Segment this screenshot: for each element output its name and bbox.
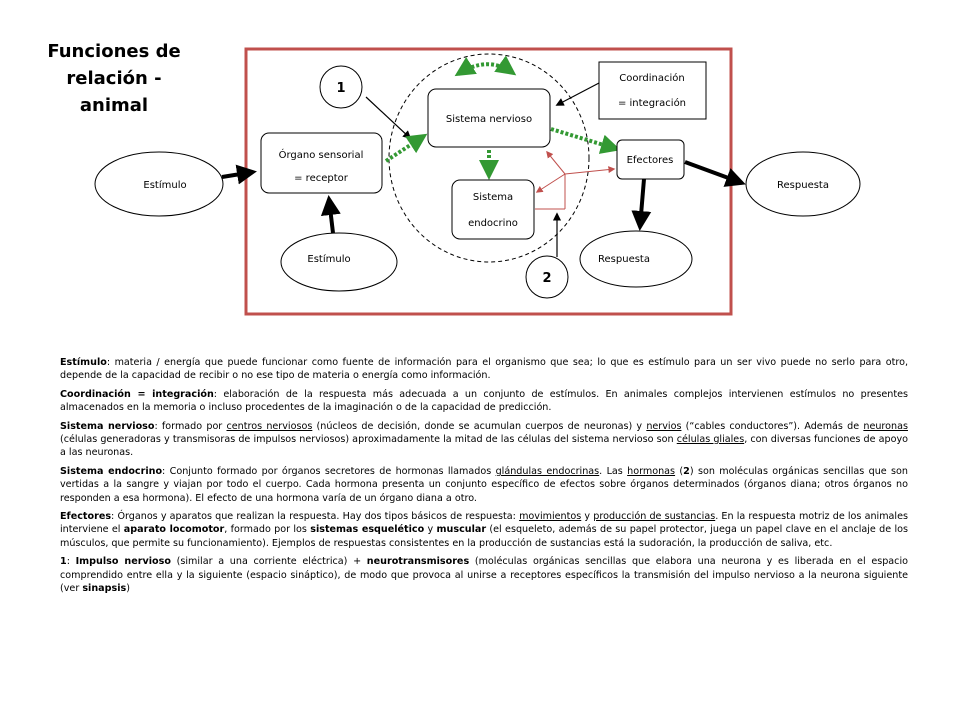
marker-1-arrow — [366, 97, 410, 138]
organo-sensorial-line-1: Órgano sensorial — [278, 150, 364, 161]
respuesta-ext-label: Respuesta — [777, 180, 829, 191]
organo-sensorial-line-2: = receptor — [294, 173, 348, 184]
sistema-endocrino-box — [452, 180, 534, 239]
marker-2-label: 2 — [542, 271, 552, 286]
stimulus-int-arrow — [329, 199, 333, 233]
paragraph-sistema-nervioso: Sistema nervioso: formado por centros nerviosos (núcleos de decisión, donde se acumulan cuerpos de neuronas) y nervios (“cables conductores”). Además de neuronas (células generadoras y transmisoras de impulsos nerviosos) aproximadamente la mitad de las células del sistema nervioso son células gliales, con diversas funciones de apoyo a las neuronas. — [60, 420, 908, 459]
paragraph-estimulo: Estímulo: materia / energía que puede funcionar como fuente de información para el organismo que sea; lo que es estímulo para un ser vivo puede no serlo para otro, depende de la capacidad de recibir o no ese tipo de materia o energía como información. — [60, 357, 908, 382]
coordinacion-arrow — [557, 83, 599, 105]
sistema-nervioso-label: Sistema nervioso — [445, 114, 533, 125]
red-hormone-arrows — [535, 152, 614, 209]
organo-sensorial-box — [261, 133, 382, 193]
definitions-text — [60, 356, 908, 601]
marker-1-label: 1 — [336, 81, 346, 96]
paragraph-coordinacion: Coordinación = integración: elaboración de la respuesta más adecuada a un conjunto de estímulos. En animales complejos intervienen estímulos no presentes almacenados en la memoria o incluso procedentes de la imaginación o de la capacidad de predicción. — [60, 388, 908, 414]
title-line-2: relación - — [66, 68, 162, 89]
title-line-1: Funciones de — [47, 41, 181, 62]
paragraph-sistema-endocrino: Sistema endocrino: Conjunto formado por órganos secretores de hormonas llamados glándulas endocrinas. Las hormonas (2) son moléculas orgánicas sencillas que son vertidas a la sangre y viajan por todo el cuerpo. Cada hormona presenta un conjunto específico de efectos sobre órganos determinados (órganos diana; otros órganos no responden a esa hormona). El efecto de una hormona varía de un órgano diana a otro. — [60, 465, 909, 504]
response-ext-arrow — [685, 162, 742, 183]
response-int-arrow — [640, 179, 644, 227]
coordinacion-line-2: = integración — [617, 98, 687, 109]
estimulo-ext-label: Estímulo — [143, 180, 187, 191]
coordinacion-line-1: Coordinación — [619, 73, 685, 84]
title-line-3: animal — [79, 95, 149, 116]
paragraph-efectores: Efectores: Órganos y aparatos que realizan la respuesta. Hay dos tipos básicos de respuesta: movimientos y producción de sustancias. En la respuesta motriz de los animales interviene el aparato locomotor, formado por los sistemas esquelético y muscular (el esqueleto, además de su papel protector, juega un papel clave en el anclaje de los músculos, que permite su funcionamiento). Ejemplos de respuestas consistentes en la producción de sustancias está la sudoración, la producción de saliva, etc. — [60, 511, 908, 549]
paragraph-impulso-nervioso: 1: Impulso nervioso (similar a una corriente eléctrica) + neurotransmisores (moléculas orgánicas sencillas que elabora una neurona y es liberada en el espacio comprendido entre ella y la siguiente (espacio sináptico), de modo que provoca al unirse a receptores específicos la transmisión del impulso nervioso a la neurona siguiente (ver sinapsis) — [60, 556, 908, 595]
sistema-endocrino-line-1: Sistema — [472, 192, 514, 203]
estimulo-int-label: Estímulo — [307, 254, 351, 265]
relation-diagram — [0, 0, 960, 330]
efectores-label: Efectores — [626, 155, 674, 166]
stimulus-ext-arrow — [222, 172, 253, 177]
respuesta-int-label: Respuesta — [598, 254, 650, 265]
sistema-endocrino-line-2: endocrino — [468, 218, 518, 229]
coordinacion-box — [599, 62, 706, 119]
